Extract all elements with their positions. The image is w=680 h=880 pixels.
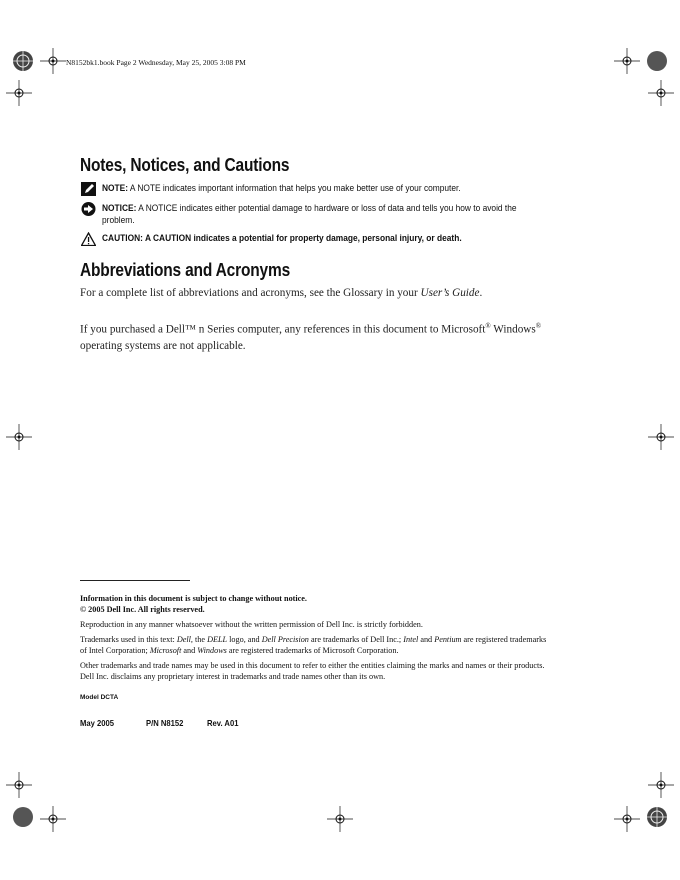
crosshair-mark-icon xyxy=(648,80,674,106)
reproduction-notice: Reproduction in any manner whatsoever without the written permission of Dell Inc. is strictly forbidden. xyxy=(80,620,423,629)
n-series-text-line2: operating systems are not applicable. xyxy=(80,339,246,352)
tm-text: logo, and xyxy=(227,635,262,644)
tm-dell-precision: Dell Precision xyxy=(261,635,309,644)
n-series-text: If you purchased a Dell™ n Series computer, any references in this document to Microsoft xyxy=(80,323,486,336)
glossary-paragraph xyxy=(80,285,560,301)
other-trademarks-notice xyxy=(80,660,605,682)
tm-text: and xyxy=(418,635,435,644)
caution-text: A CAUTION indicates a potential for property damage, personal injury, or death. xyxy=(144,233,462,243)
registration-mark-icon xyxy=(10,48,36,74)
crosshair-mark-icon xyxy=(648,772,674,798)
notice-text-line2: problem. xyxy=(102,215,135,225)
crosshair-mark-icon xyxy=(40,806,66,832)
registration-mark-icon xyxy=(10,804,36,830)
tm-text: Trademarks used in this text: xyxy=(80,635,177,644)
windows-word: Windows xyxy=(490,323,536,336)
tm-dell: Dell xyxy=(176,635,191,644)
footer-part-number: P/N N8152 xyxy=(146,718,184,728)
registered-mark: ® xyxy=(485,322,491,330)
tm-text: are registered trademarks xyxy=(461,635,547,644)
registration-mark-icon xyxy=(644,804,670,830)
crosshair-mark-icon xyxy=(614,48,640,74)
crosshair-mark-icon xyxy=(6,772,32,798)
caution-row xyxy=(81,232,601,244)
registration-mark-icon xyxy=(644,48,670,74)
note-label: NOTE: xyxy=(102,183,129,193)
notice-arrow-icon xyxy=(81,202,96,216)
tm-text: of Intel Corporation; xyxy=(80,646,150,655)
crosshair-mark-icon xyxy=(40,48,66,74)
tm-text: are registered trademarks of Microsoft Corporation. xyxy=(226,646,399,655)
copyright-block xyxy=(80,593,590,615)
notice-text: A NOTICE indicates either potential damage to hardware or loss of data and tells you how to avoid the xyxy=(138,203,517,213)
copyright-line: © 2005 Dell Inc. All rights reserved. xyxy=(80,605,205,614)
caution-label: CAUTION: xyxy=(102,233,143,243)
divider-rule xyxy=(80,580,190,581)
note-row xyxy=(81,182,601,194)
model-number: Model DCTA xyxy=(80,694,119,701)
tm-dell-logo: DELL xyxy=(207,635,228,644)
footer-revision: Rev. A01 xyxy=(207,718,239,728)
footer-date: May 2005 xyxy=(80,718,115,728)
section-title-notes: Notes, Notices, and Cautions xyxy=(80,155,290,175)
notice-row xyxy=(81,202,601,226)
glossary-text: For a complete list of abbreviations and acronyms, see the Glossary in your xyxy=(80,287,421,299)
notice-label: NOTICE: xyxy=(102,203,137,213)
tm-text: , the xyxy=(190,635,208,644)
trademark-notice xyxy=(80,634,600,656)
tm-text: are trademarks of Dell Inc.; xyxy=(308,635,404,644)
registered-mark: ® xyxy=(535,322,542,330)
tm-windows: Windows xyxy=(197,646,227,655)
section-title-abbreviations: Abbreviations and Acronyms xyxy=(80,260,291,280)
crosshair-mark-icon xyxy=(648,424,674,450)
other-trademarks-line2: Dell Inc. disclaims any proprietary interest in trademarks and trade names other than its own. xyxy=(80,672,386,681)
note-pencil-icon xyxy=(81,182,96,196)
crosshair-mark-icon xyxy=(6,424,32,450)
tm-text: and xyxy=(181,646,198,655)
tm-microsoft: Microsoft xyxy=(149,646,182,655)
book-header: N8152bk1.book Page 2 Wednesday, May 25, 2005 3:08 PM xyxy=(66,58,246,67)
glossary-period: . xyxy=(479,287,483,299)
tm-pentium: Pentium xyxy=(434,635,462,644)
caution-triangle-icon xyxy=(81,232,96,246)
crosshair-mark-icon xyxy=(614,806,640,832)
crosshair-mark-icon xyxy=(327,806,353,832)
other-trademarks-line1: Other trademarks and trade names may be used in this document to refer to either the entities claiming the marks and names or their products. xyxy=(80,661,545,670)
n-series-paragraph xyxy=(80,318,580,354)
info-change-notice: Information in this document is subject to change without notice. xyxy=(80,594,307,603)
users-guide-title: User’s Guide xyxy=(420,287,480,299)
crosshair-mark-icon xyxy=(6,80,32,106)
tm-intel: Intel xyxy=(403,635,419,644)
note-text: A NOTE indicates important information that helps you make better use of your computer. xyxy=(129,183,461,193)
